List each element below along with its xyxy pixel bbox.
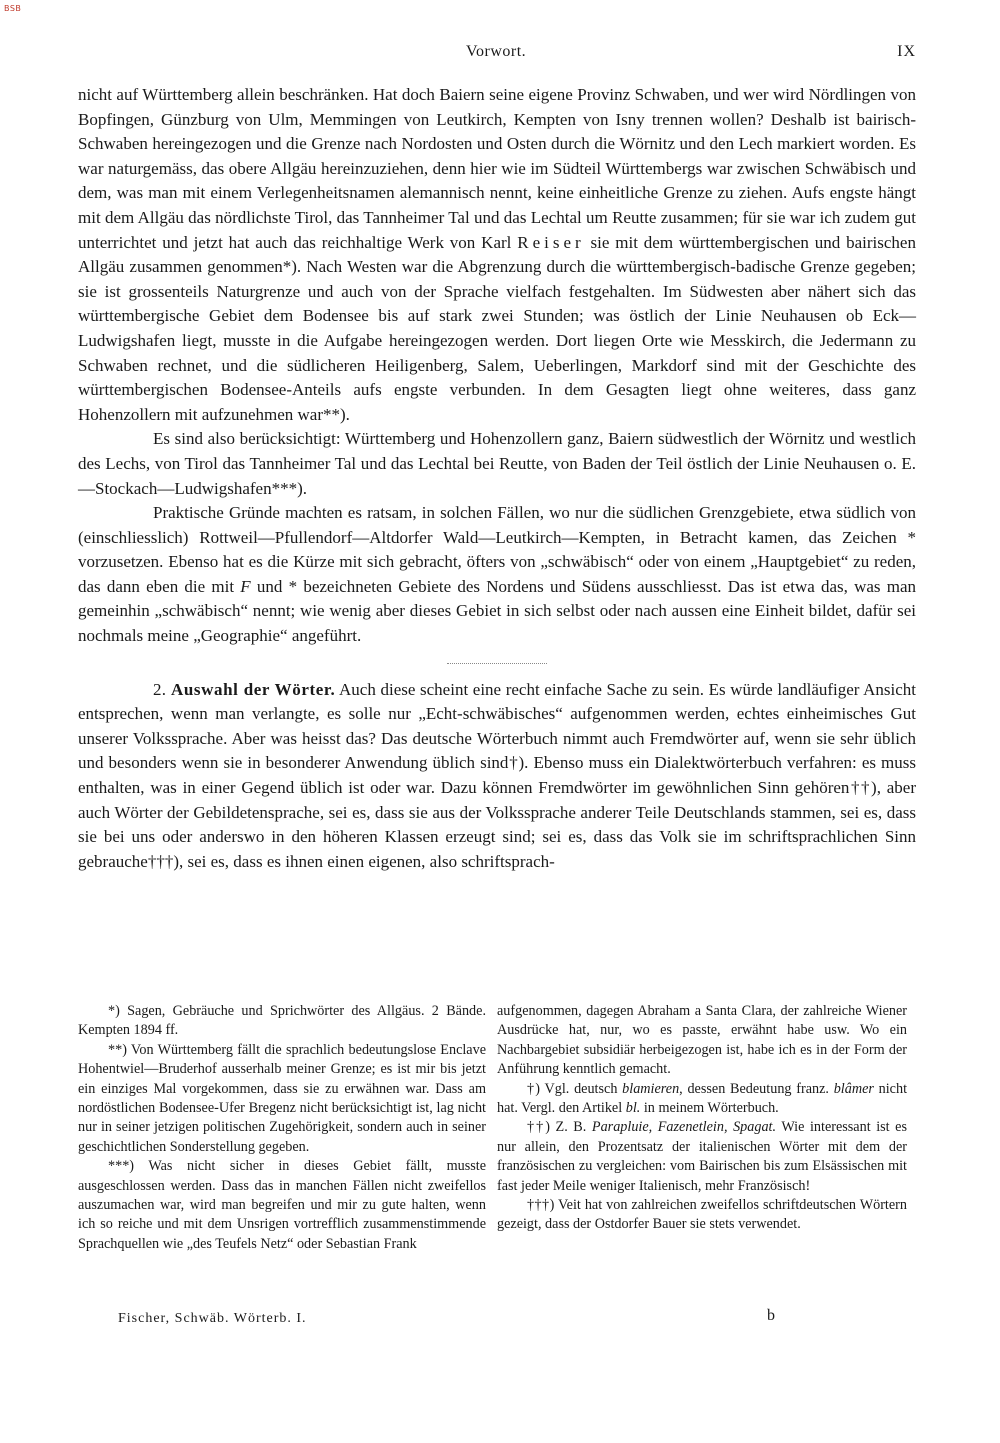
main-text	[78, 83, 916, 874]
paragraph-3-text-a: Praktische Gründe machten es ratsam, in solchen Fällen, wo nur die südlichen Grenzgebiete, etwa südlich von (einschliesslich) Rottweil—Pfullendorf—Altdorfer Wald—Leutkirch—Kempten, in Betracht kamen, das Zeichen * vorzusetzen. Ebenso hat es die Kürze mit sich gebracht, öfters von „schwäbisch“ oder von einem „Hauptgebiet“ zu reden, das dann eben die mit	[78, 503, 916, 596]
footnote-4-text-b: , dessen Bedeutung franz.	[679, 1080, 829, 1097]
footnote-3: ***) Was nicht sicher in dieses Gebiet fällt, musste ausgeschlossen werden. Dass das in manchen Fällen nicht zweifellos auszumachen war, wird man begreifen und mir zu gute halten, wenn ich so reiche und mit dem Unsrigen vortrefflich zusammenstimmende Sprachquellen wie „des Teufels Netz“ oder Sebastian Frank	[78, 1158, 486, 1252]
footnote-5	[497, 1118, 907, 1196]
symbol-f: F	[240, 576, 251, 596]
paragraph-2: Es sind also berücksichtigt: Württemberg und Hohenzollern ganz, Baiern südwestlich der Wörnitz und westlich des Lechs, von Tirol das Tannheimer Tal und das Lechtal bei Reutte, von Baden der Teil östlich der Linie Neuhausen o. E.—Stockach—Ludwigshafen***).	[78, 429, 916, 498]
paragraph-1	[78, 83, 916, 427]
footnote-3-continued: aufgenommen, dagegen Abraham a Santa Clara, der zahlreiche Wiener Ausdrücke hat, nur, wo es passte, erwähnt habe usw. Wo ein Nachbargebiet subsidiär herbeigezogen ist, habe ich es in der Form der Anführung kenntlich gemacht.	[497, 1003, 907, 1078]
footnote-4	[497, 1080, 907, 1119]
signature-line: Fischer, Schwäb. Wörterb. I.	[118, 1311, 307, 1326]
paragraph-1-rest: sie mit dem württembergischen und bairischen Allgäu zusammen genommen*). Nach Westen war die Abgrenzung durch die württembergisch-badische Grenze gegeben; sie ist grossenteils Naturgrenze und auch von der Sprache vielfach festgehalten. Im Südwesten aber nähert sich das württembergische Gebiet dem Bodensee bis auf stark zwei Stunden; was östlich der Linie Neuhausen ob Eck—Ludwigshafen liegt, musste in die Aufgabe hereingezogen werden. Dort liegen Orte wie Messkirch, die Jedermann zu Schwaben rechnet, und die südlicheren Heiligenberg, Salem, Ueberlingen, Markdorf sind mit der Geschichte des württembergischen Bodensee-Anteils aufs engste verbunden. In dem Gesagten liegt ohne weiteres, dass ganz Hohenzollern mit aufzunehmen war**).	[78, 232, 916, 424]
section-number: 2.	[153, 679, 167, 699]
section-heading	[153, 680, 335, 699]
section-divider	[447, 663, 547, 664]
paragraph-1-text: nicht auf Württemberg allein beschränken. Hat doch Baiern seine eigene Provinz Schwaben, und wer wird Nördlingen von Bopfingen, Günzburg von Ulm, Memmingen von Leutkirch, Kempten von Isny trennen wollen? Deshalb ist bairisch-Schwaben hereingezogen und die Grenze nach Nordosten und Osten durch die Wörnitz und den Lech markiert worden. Es war naturgemäss, das obere Allgäu hereinzuziehen, denn hier wie im Südteil Württembergs war zwischen Schwäbisch und dem, was man mit einem Verlegenheitsnamen alemannisch nennt, keine einheitliche Grenze zu ziehen. Aufs engste hängt mit dem Allgäu das nördlichste Tirol, das Tannheimer Tal und das Lechtal um Reutte zusammen; für sie war ich zudem gut unterrichtet und jetzt hat auch das reichhaltige Werk von Karl	[78, 85, 916, 252]
footnote-5-examples: Parapluie, Fazenetlein, Spagat.	[591, 1119, 777, 1136]
footnote-4-text-d: in meinem Wörterbuch.	[643, 1100, 779, 1117]
footnote-4-term-blamieren: blamieren	[622, 1080, 680, 1097]
paragraph-3	[78, 501, 916, 649]
footnote-5-text-b: Wie interessant ist es nur allein, den Prozentsatz der italienischen Wörter mit dem der französischen zu vergleichen: vom Bairischen bis zum Elsässischen mit fast jeder Meile weniger Italienisch, mehr Französisch!	[497, 1119, 908, 1194]
footnote-1: *) Sagen, Gebräuche und Sprichwörter des Allgäus. 2 Bände. Kempten 1894 ff.	[78, 1003, 486, 1039]
paragraph-3-text-b: und * bezeichneten Gebiete des Nordens und Südens ausschliesst. Das ist etwa das, was man gemeinhin „schwäbisch“ nennt; wie wenig aber dieses Gebiet in sich selbst oder nach aussen eine Einheit bildet, dafür sei nochmals meine „Geographie“ angeführt.	[78, 576, 917, 646]
footnote-4-text-c: nicht hat. Vergl. den Artikel	[497, 1080, 908, 1117]
page-number: IX	[897, 43, 916, 60]
library-watermark: BSB	[4, 4, 22, 13]
header-title: Vorwort.	[466, 43, 527, 60]
footnote-2: **) Von Württemberg fällt die sprachlich bedeutungslose Enclave Hohentwiel—Bruderhof ausserhalb meiner Grenze; es ist mir bis jetzt ein einziges Mal vorgekommen, dass sie zu erwähnen war. Dass am nordöstlichen Bodensee-Ufer Bregenz nicht berücksichtigt ist, lag nicht nur in seiner jetzigen politischen Zugehörigkeit, sondern auch in seiner geschichtlichen Sonderstellung gegeben.	[78, 1041, 486, 1155]
paragraph-4	[78, 678, 916, 875]
footnote-4-text-a: †) Vgl. deutsch	[527, 1080, 618, 1097]
footnotes-right-column	[497, 1002, 907, 1235]
footnote-4-term-bl: bl.	[625, 1100, 641, 1117]
paragraph-4-text: Auch diese scheint eine recht einfache Sache zu sein. Es würde landläufiger Ansicht entsprechen, wenn man verlangte, es solle nur „Echt-schwäbisches“ aufgenommen werden, echtes einheimisches Gut unserer Volkssprache. Aber was heisst das? Das deutsche Wörterbuch nimmt auch Fremdwörter auf, wenn sie sehr üblich und besonders wenn sie in besonderer Anwendung üblich sind†). Ebenso muss ein Dialektwörterbuch verfahren: es muss enthalten, was in einer Gegend üblich ist oder war. Dazu können Fremdwörter im gewöhnlichen Sinn gehören††), aber auch Wörter der Gebildetensprache, sei es, dass sie aus der Volkssprache anderer Teile Deutschlands stammen, sei es, dass sie bei uns oder anderswo in den höheren Klassen erzeugt sind; sei es, dass das Volk sie im schriftsprachlichen Sinn gebrauche†††), sei es, dass es ihnen einen eigenen, also schriftsprach-	[78, 679, 917, 871]
spaced-name-reiser: Reiser	[517, 232, 585, 252]
footnote-5-text-a: ††) Z. B.	[527, 1119, 587, 1136]
running-header	[78, 43, 916, 67]
footnote-4-term-blamer: blâmer	[833, 1080, 874, 1097]
footnotes-left-column	[78, 1002, 486, 1254]
section-title: Auswahl der Wörter.	[170, 679, 336, 699]
signature-mark: b	[767, 1307, 775, 1324]
footnote-6: †††) Veit hat von zahlreichen zweifellos schriftdeutschen Wörtern gezeigt, dass der Ostdorfer Bauer sie stets verwendet.	[497, 1197, 907, 1233]
